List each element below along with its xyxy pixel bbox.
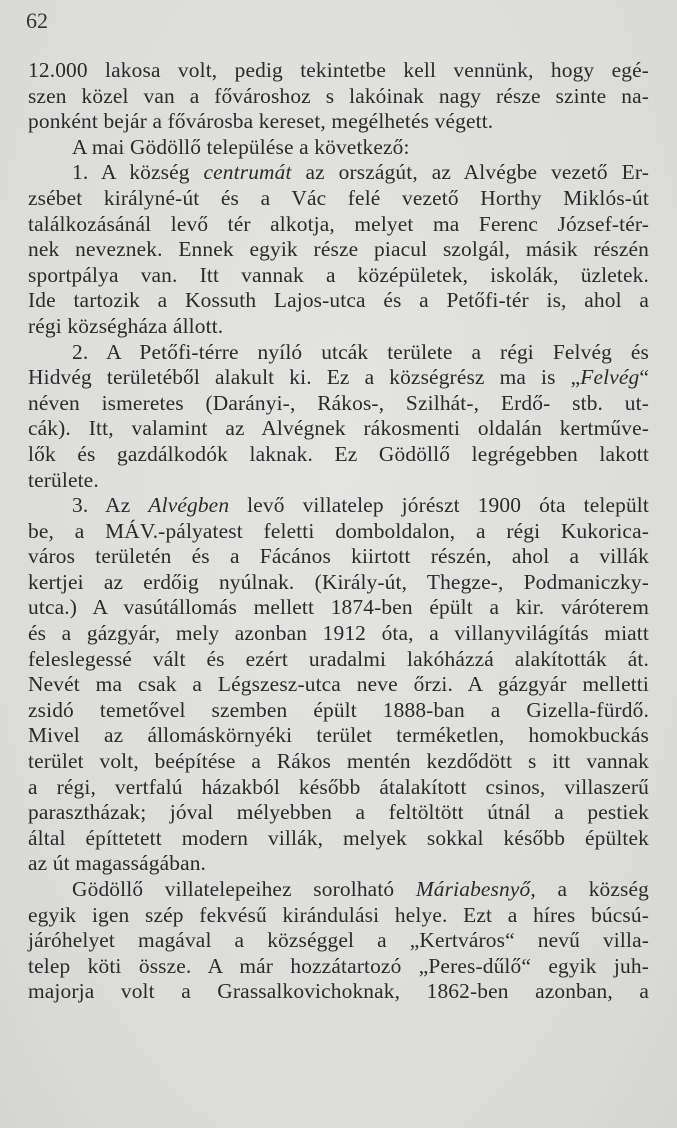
text-run: utca.) A vasútállomás mellett 1874-ben épült a kir. váróterem [28,595,649,620]
text-line [28,314,649,340]
text-line [28,595,649,621]
text-line [28,237,649,263]
text-run: terület volt, beépítése a Rákos mentén kezdődött s itt vannak [28,749,649,774]
text-run: Mivel az állomáskörnyéki terület terméketlen, homokbuckás [28,723,649,748]
text-run: levő villatelep jórészt 1900 óta települt [229,493,649,518]
text-run: parasztházak; jóval mélyebben a feltöltött útnál a pestiek [28,800,649,825]
paragraph [28,340,649,494]
text-line [28,954,649,980]
text-line [28,84,649,110]
text-run: zsidó temetővel szemben épült 1888-ban a Gizella-fürdő. [28,697,649,722]
text-line [28,493,649,519]
text-run: egyik igen szép fekvésű kirándulási helye. Ezt a híres búcsú- [28,902,649,927]
text-line [28,928,649,954]
paragraph [28,493,649,877]
text-run: Gödöllő villatelepeihez sorolható [72,877,416,901]
text-run: 3. Az [72,493,149,518]
text-line [28,365,649,391]
text-run: Ide tartozik a Kossuth Lajos-utca és a Petőfi-tér is, ahol a [28,288,649,313]
text-line [28,903,649,929]
text-run: be, a MÁV.-pályatest feletti domboldalon, a régi Kukorica- [28,518,649,543]
text-run: A mai Gödöllő települése a következő: [72,134,410,159]
italic-run: Alvégben [148,493,230,518]
text-line [28,263,649,289]
text-line [28,442,649,468]
text-run: város területén és a Fácános kiirtott részén, ahol a villák [28,544,649,569]
text-line [28,288,649,314]
text-line [28,647,649,673]
text-run: lők és gazdálkodók laknak. Ez Gödöllő legrégebben lakott [28,441,649,466]
text-line [28,749,649,775]
text-line [28,468,649,494]
text-line [28,544,649,570]
text-run: cák). Itt, valamint az Alvégnek rákosmenti oldalán kertműve- [28,416,649,441]
text-line [28,800,649,826]
text-run: zsébet királyné-út és a Vác felé vezető Horthy Miklós-út [28,185,649,210]
text-run: feleslegessé vált és ezért uradalmi lakóházzá alakították át. [28,646,649,671]
text-run: az országút, az Alvégbe vezető Er- [291,160,649,185]
text-run: által építtetett modern villák, melyek sokkal később épültek [28,825,649,850]
text-run: 1. A község [72,160,204,185]
paragraph [28,135,649,161]
text-run: 2. A Petőfi-térre nyíló utcák területe a régi Felvég és [72,339,649,364]
text-run: ponként bejár a fővárosba kereset, megélhetés végett. [28,109,494,134]
italic-run: Felvég [580,365,640,390]
text-line [28,340,649,366]
text-run: szen közel van a fővároshoz s lakóinak nagy része szinte na- [28,83,649,108]
text-run: 12.000 lakosa volt, pedig tekintetbe kell vennünk, hogy egé- [28,58,649,82]
text-line [28,391,649,417]
text-line [28,621,649,647]
text-line [28,109,649,135]
text-line [28,723,649,749]
text-run: majorja volt a Grassalkovichoknak, 1862-ben azonban, a [28,979,649,1004]
text-run: Nevét ma csak a Légszesz-utca neve őrzi. A gázgyár melletti [28,672,649,697]
text-line [28,186,649,212]
text-line [28,160,649,186]
text-line [28,775,649,801]
text-line [28,135,649,161]
text-run: találkozásánál levő tér alkotja, melyet ma Ferenc József-tér- [28,211,649,236]
paragraph [28,877,649,1005]
text-line [28,851,649,877]
text-run: területe. [28,467,99,492]
italic-run: centrumát [203,160,292,185]
text-run: sportpálya van. Itt vannak a középületek, iskolák, üzletek. [28,262,649,287]
text-run: néven ismeretes (Darányi-, Rákos-, Szilhát-, Erdő- stb. ut- [28,390,649,415]
paragraph [28,58,649,135]
text-run: az út magasságában. [28,851,207,876]
text-run: és a gázgyár, mely azonban 1912 óta, a villanyvilágítás miatt [28,621,649,646]
text-run: régi községháza állott. [28,313,224,338]
body-text [28,58,649,1005]
text-run: járóhelyet magával a községgel a „Kertváros“ nevű villa- [28,928,649,953]
paragraph [28,160,649,339]
italic-run: Máriabesnyő, [415,877,536,901]
text-line [28,58,649,84]
text-run: a régi, vertfalú házakból később átalakított csinos, villaszerű [28,774,649,799]
text-line [28,570,649,596]
text-line [28,877,649,903]
text-line [28,416,649,442]
text-line [28,672,649,698]
text-run: Hidvég területéből alakult ki. Ez a községrész ma is „ [28,365,581,390]
text-line [28,979,649,1005]
text-run: nek neveznek. Ennek egyik része piacul szolgál, másik részén [28,237,649,262]
text-run: kertjei az erdőig nyúlnak. (Király-út, Thegze-, Podmaniczky- [28,569,649,594]
text-line [28,519,649,545]
text-line [28,698,649,724]
text-line [28,212,649,238]
text-run: “ [639,365,649,390]
page-number: 62 [26,8,48,33]
text-line [28,826,649,852]
text-run: a község [535,877,649,901]
text-run: telep köti össze. A már hozzátartozó „Peres-dűlő“ egyik juh- [28,953,649,978]
